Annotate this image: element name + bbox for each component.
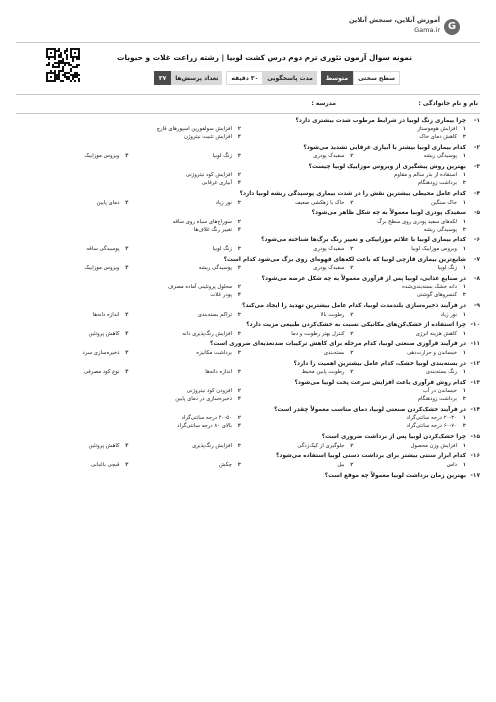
option-text: کاهش هزینه انرژی [415,330,457,337]
option-text: زنگ لوبیا [212,245,232,252]
option-group [16,330,480,338]
question-stem [16,405,480,414]
option-text: رطوبت پایین محیط [301,369,345,376]
answer-option[interactable] [129,442,242,450]
answer-option[interactable] [16,245,129,253]
answer-option[interactable] [354,199,467,207]
option-number: ۲ [350,245,354,252]
answer-option[interactable] [16,125,241,133]
option-text: کاهش پروتئین [88,330,120,337]
option-number: ۳ [237,265,241,272]
option-text: داس [446,461,457,468]
option-number: ۱ [462,199,466,206]
question-item [16,405,480,430]
option-text: سوراخ‌های سیاه روی ساقه [172,218,232,225]
option-text: استفاده از بذر سالم و مقاوم [394,172,457,179]
site-slogan: آموزش آنلاین، سنجش آنلاین [348,16,440,24]
option-number: ۱ [462,172,466,179]
option-group [16,152,480,160]
option-number: ۲ [237,126,241,132]
answer-option[interactable] [241,442,354,450]
option-group [16,218,480,234]
answer-option[interactable] [241,461,354,469]
question-text: چرا خشک‌کردن لوبیا پس از برداشت ضروری است؟ [321,434,466,441]
option-text: ویروس موزاییک [84,265,120,272]
question-text: در بسته‌بندی لوبیا خشک، کدام عامل بیشترین اهمیت را دارد؟ [293,360,466,367]
option-text: نوع کود مصرفی [83,369,120,376]
option-number: ۴ [125,245,129,252]
option-text: برداشت زودهنگام [417,396,457,403]
option-number: ۲ [237,284,241,291]
question-number: ۱۶- [470,453,480,460]
option-group [16,125,480,141]
question-stem [16,378,480,387]
option-number: ۲ [350,311,354,318]
question-number: ۳- [474,163,480,170]
question-count-value: ۳۷ [154,71,171,85]
question-number: ۱۰- [470,322,480,329]
answer-option[interactable] [241,311,354,319]
option-text: زنگ لوبیا [437,265,457,272]
question-stem [16,359,480,368]
option-text: ویروس موزاییک لوبیا [411,245,457,252]
answer-option[interactable] [16,414,241,422]
option-text: محلول پروتئینی آماده مصرف [167,284,232,291]
duration-value: ۳۰ دقیقه [226,71,263,85]
question-text: در فرآیند ذخیره‌سازی بلندمدت لوبیا، کدام عامل بیشترین تهدید را ایجاد می‌کند؟ [242,303,466,309]
option-text: لکه‌های سفید پودری روی سطح برگ [377,218,457,225]
question-text: در فرآیند خشک‌کردن صنعتی لوبیا، دمای مناسب معمولاً چقدر است؟ [274,406,466,413]
question-item [16,274,480,299]
answer-option[interactable] [354,311,467,319]
option-number: ۲ [350,199,354,206]
option-number: ۳ [237,153,241,160]
question-number: ۱۲- [470,360,480,367]
option-text: دانه خشک بسته‌بندی‌شده [402,284,457,291]
option-group [16,199,480,207]
option-text: افزایش هوموستاز [417,126,457,132]
answer-option[interactable] [16,349,129,357]
option-text: رنگ بسته‌بندی [425,369,457,376]
divider [16,113,480,114]
option-number: ۱ [462,126,466,132]
question-text: سفیدک پودری لوبیا معمولاً به چه شکل ظاهر می‌شود؟ [311,210,466,217]
option-text: تغییر رنگ غلاف‌ها [193,226,232,233]
option-text: سفیدک پودری [313,153,345,160]
option-number: ۲ [350,265,354,272]
option-number: ۱ [462,218,466,225]
option-text: ۲۰-۳۰ درجه سانتی‌گراد [406,415,457,422]
question-item [16,116,480,141]
option-text: پوسیدگی ریشه [423,226,457,233]
option-group [16,349,480,357]
option-number: ۳ [237,330,241,337]
answer-option[interactable] [241,414,466,422]
option-number: ۲ [237,388,241,395]
answer-option[interactable] [16,368,129,376]
question-number: ۱۳- [470,379,480,386]
option-number: ۴ [125,199,129,206]
option-number: ۱ [462,311,466,318]
option-group [16,311,480,319]
answer-option[interactable] [241,387,466,395]
option-text: افزایش رنگ‌پذیری [192,442,232,449]
option-text: نور زیاد [440,311,457,318]
answer-option[interactable] [354,264,467,272]
question-number: ۲- [474,144,480,151]
question-stem [16,190,480,199]
option-number: ۳ [462,292,466,299]
option-group [16,264,480,272]
option-text: برداشت زودهنگام [417,180,457,187]
option-group [16,283,480,299]
answer-option[interactable] [241,125,466,133]
question-stem [16,274,480,283]
option-text: پودر غلات [210,292,232,299]
option-group [16,414,480,430]
question-number: ۱۱- [470,341,480,348]
option-number: ۴ [125,311,129,318]
option-number: ۴ [125,153,129,160]
answer-option[interactable] [129,330,242,338]
option-number: ۲ [350,369,354,376]
option-text: بیل [337,461,345,468]
option-text: تراکم بسته‌بندی [197,311,232,318]
answer-option[interactable] [16,311,129,319]
option-number: ۳ [237,245,241,252]
option-number: ۱ [462,442,466,449]
option-text: ذخیره‌سازی سرد [82,349,120,356]
question-stem [16,143,480,152]
option-number: ۲ [350,442,354,449]
option-text: افزودن کود نیتروژنی [186,388,232,395]
answer-option[interactable] [16,264,129,272]
option-text: افزایش تثبیت نیتروژن [183,134,232,140]
answer-option[interactable] [16,226,241,234]
question-stem [16,209,480,218]
question-item [16,471,480,480]
answer-option[interactable] [129,311,242,319]
option-number: ۴ [237,180,241,187]
option-text: کاهش پروتئین [88,442,120,449]
option-number: ۳ [237,199,241,206]
question-text: کدام بیماری لوبیا با علائم موزاییکی و تغییر رنگ برگ‌ها شناخته می‌شود؟ [261,237,466,244]
option-number: ۲ [237,218,241,225]
question-number: ۶- [474,237,480,244]
question-item [16,302,480,319]
question-item [16,143,480,160]
option-number: ۱ [462,245,466,252]
difficulty-chip [321,71,400,85]
question-stem [16,162,480,171]
question-stem [16,302,480,311]
question-stem [16,116,480,125]
option-number: ۳ [462,226,466,233]
option-text: ویروس موزاییک [84,153,120,160]
answer-option[interactable] [354,368,467,376]
question-number: ۸- [474,275,480,282]
option-group [16,368,480,376]
option-text: سفیدک پودری [313,265,345,272]
answer-option[interactable] [129,199,242,207]
question-number: ۴- [474,191,480,198]
divider [16,94,480,95]
option-number: ۴ [125,349,129,356]
question-stem [16,236,480,245]
question-count-label: تعداد پرسش‌ها [171,71,222,85]
question-text: چرا بیماری زنگ لوبیا در شرایط مرطوب شدت بیشتری دارد؟ [295,117,466,124]
answer-option[interactable] [129,152,242,160]
answer-option[interactable] [241,152,354,160]
option-number: ۴ [237,423,241,430]
answer-option[interactable] [241,291,466,299]
option-text: جلوگیری از کپک‌زدگی [297,442,345,449]
option-text: خاک سنگین [431,199,457,206]
question-text: کدام بیماری لوبیا بیشتر با آبیاری غرقابی تشدید می‌شود؟ [303,144,466,151]
answer-option[interactable] [16,152,129,160]
question-text: در صنایع غذایی، لوبیا پس از فرآوری معمولاً به چه شکل عرضه می‌شود؟ [261,275,466,282]
question-number: ۷- [474,256,480,263]
option-number: ۴ [125,265,129,272]
option-number: ۱ [462,349,466,356]
answer-option[interactable] [241,422,466,430]
option-text: بالای ۸۰ درجه سانتی‌گراد [177,423,232,430]
answer-option[interactable] [354,152,467,160]
option-text: خیساندن در آب [422,388,457,395]
option-number: ۳ [237,311,241,318]
duration-label: مدت پاسخگویی [263,71,317,85]
option-number: ۴ [125,442,129,449]
option-text: آبیاری غرقابی [201,180,232,187]
answer-option[interactable] [241,218,466,226]
option-number: ۱ [462,388,466,395]
question-item [16,209,480,234]
answer-option[interactable] [16,283,241,291]
option-number: ۴ [237,292,241,299]
difficulty-value: متوسط [321,71,353,85]
divider [16,42,480,43]
question-text: کدام ابزار سنتی بیشتر برای برداشت دستی لوبیا استفاده می‌شود؟ [276,453,466,460]
option-group [16,387,480,403]
question-count-chip [154,71,222,85]
question-item [16,452,480,469]
option-text: چکش [219,461,232,468]
difficulty-label: سطح سختی [353,71,400,85]
answer-option[interactable] [241,171,466,179]
option-number: ۲ [350,330,354,337]
question-list [16,116,480,482]
question-number: ۱۵- [470,434,480,441]
answer-option[interactable] [241,179,466,187]
option-number: ۱ [462,415,466,422]
answer-option[interactable] [241,368,354,376]
option-number: ۳ [462,134,466,140]
option-text: افزایش رنگ‌پذیری دانه [182,330,232,337]
option-text: اندازه دانه‌ها [92,311,120,318]
option-text: پوسیدگی ریشه [423,153,457,160]
option-number: ۳ [462,396,466,403]
question-stem [16,471,480,480]
answer-option[interactable] [241,330,354,338]
answer-option[interactable] [16,395,241,403]
answer-option[interactable] [241,133,466,141]
option-number: ۳ [237,461,241,468]
student-name-label: نام و نام خانوادگی : [418,100,478,107]
answer-option[interactable] [129,368,242,376]
question-text: کدام روش فرآوری باعث افزایش سرعت پخت لوبیا می‌شود؟ [294,379,466,386]
question-stem [16,433,480,442]
question-stem [16,340,480,349]
question-number: ۱۷- [470,472,480,479]
site-header [16,16,460,38]
answer-option[interactable] [354,442,467,450]
question-number: ۱۴- [470,406,480,413]
question-stem [16,255,480,264]
question-item [16,340,480,357]
question-text: چرا استفاده از خشک‌کن‌های مکانیکی نسبت به خشک‌کردن طبیعی مزیت دارد؟ [246,322,466,329]
option-number: ۳ [237,349,241,356]
option-group [16,461,480,469]
option-text: پوسیدگی ساقه [86,245,120,252]
answer-option[interactable] [241,245,354,253]
question-stem [16,321,480,330]
option-group [16,245,480,253]
question-item [16,190,480,207]
option-text: پوسیدگی ریشه [198,265,232,272]
duration-chip [226,71,316,85]
question-text: بهترین روش پیشگیری از ویروس موزاییک لوبیا چیست؟ [308,163,466,170]
option-number: ۱ [462,153,466,160]
answer-option[interactable] [354,330,467,338]
option-text: خیساندن و حرارت‌دهی [406,349,457,356]
answer-option[interactable] [16,218,241,226]
answer-option[interactable] [16,422,241,430]
answer-option[interactable] [241,264,354,272]
answer-option[interactable] [16,291,241,299]
option-text: کنسروهای گوشتی [416,292,457,299]
answer-option[interactable] [241,395,466,403]
answer-option[interactable] [354,461,467,469]
answer-option[interactable] [129,245,242,253]
option-text: ذخیره‌سازی در دمای پایین [175,396,232,403]
option-number: ۴ [237,134,241,140]
option-text: رطوبت بالا [320,311,345,318]
answer-option[interactable] [16,133,241,141]
option-text: کاهش دمای خاک [419,134,457,140]
option-text: افزایش کود نیتروژنی [185,172,232,179]
answer-option[interactable] [16,179,241,187]
option-number: ۱ [462,265,466,272]
answer-option[interactable] [129,461,242,469]
option-group [16,171,480,187]
option-group [16,442,480,450]
gama-logo-icon: G [444,19,460,35]
question-text: در فرآیند فرآوری صنعتی لوبیا، کدام مرحله برای کاهش ترکیبات ضدتغذیه‌ای ضروری است؟ [210,341,466,348]
answer-option[interactable] [129,349,242,357]
option-text: ۶۰-۷۰ درجه سانتی‌گراد [406,423,457,430]
answer-option[interactable] [241,283,466,291]
option-text: برداشت مکانیزه [196,349,232,356]
question-number: ۹- [474,303,480,309]
question-text: شایع‌ترین بیماری قارچی لوبیا که باعث لکه‌های قهوه‌ای روی برگ می‌شود کدام است؟ [223,256,466,263]
school-label: مدرسه : [311,100,336,107]
option-text: خاک با زهکشی ضعیف [295,199,345,206]
answer-option[interactable] [16,171,241,179]
option-number: ۴ [125,369,129,376]
answer-option[interactable] [241,226,466,234]
question-item [16,162,480,187]
option-number: ۲ [350,461,354,468]
question-item [16,359,480,376]
option-number: ۳ [237,442,241,449]
option-number: ۴ [125,461,129,468]
option-number: ۳ [237,369,241,376]
answer-option[interactable] [241,199,354,207]
option-text: افزایش وزن محصول [410,442,457,449]
option-number: ۱ [462,369,466,376]
document-title: نمونه سوال آزمون تئوری ترم دوم درس کشت لوبیا | رشته زراعت غلات و حبوبات [117,53,412,62]
question-item [16,255,480,272]
answer-option[interactable] [16,387,241,395]
option-number: ۲ [237,172,241,179]
option-text: نور زیاد [215,199,232,206]
answer-option[interactable] [241,349,354,357]
option-text: سفیدک پودری [313,245,345,252]
option-text: ۴۰-۵۰ درجه سانتی‌گراد [181,415,232,422]
option-number: ۱ [462,284,466,291]
question-text: کدام عامل محیطی بیشترین نقش را در شدت بیماری پوسیدگی ریشه لوبیا دارد؟ [239,191,466,198]
option-number: ۴ [237,226,241,233]
question-item [16,236,480,253]
question-stem [16,452,480,461]
option-text: قیچی باغبانی [90,461,120,468]
answer-option[interactable] [16,330,129,338]
option-text: زنگ لوبیا [212,153,232,160]
option-number: ۲ [237,415,241,422]
exam-meta-bar [154,71,400,85]
answer-option[interactable] [16,461,129,469]
option-number: ۱ [462,330,466,337]
answer-option[interactable] [354,245,467,253]
option-number: ۱ [462,461,466,468]
option-number: ۲ [350,349,354,356]
option-text: اندازه دانه‌ها [205,369,232,376]
question-item [16,378,480,403]
answer-option[interactable] [354,349,467,357]
option-text: دمای پایین [96,199,120,206]
option-number: ۴ [125,330,129,337]
qr-code-icon [46,48,80,82]
answer-option[interactable] [129,264,242,272]
answer-option[interactable] [16,199,129,207]
option-text: کنترل بهتر رطوبت و دما [291,330,345,337]
option-text: افزایش سولفورین اسپورهای قارچ [156,126,232,132]
option-text: بسته‌بندی [323,349,345,356]
question-item [16,321,480,338]
option-number: ۳ [462,180,466,187]
answer-option[interactable] [16,442,129,450]
question-number: ۵- [474,210,480,217]
site-domain[interactable]: Gama.ir [414,26,440,34]
option-number: ۳ [462,423,466,430]
question-item [16,433,480,450]
option-number: ۲ [350,153,354,160]
question-number: ۱- [474,117,480,124]
question-text: بهترین زمان برداشت لوبیا معمولاً چه موقع است؟ [324,472,466,479]
option-number: ۴ [237,396,241,403]
